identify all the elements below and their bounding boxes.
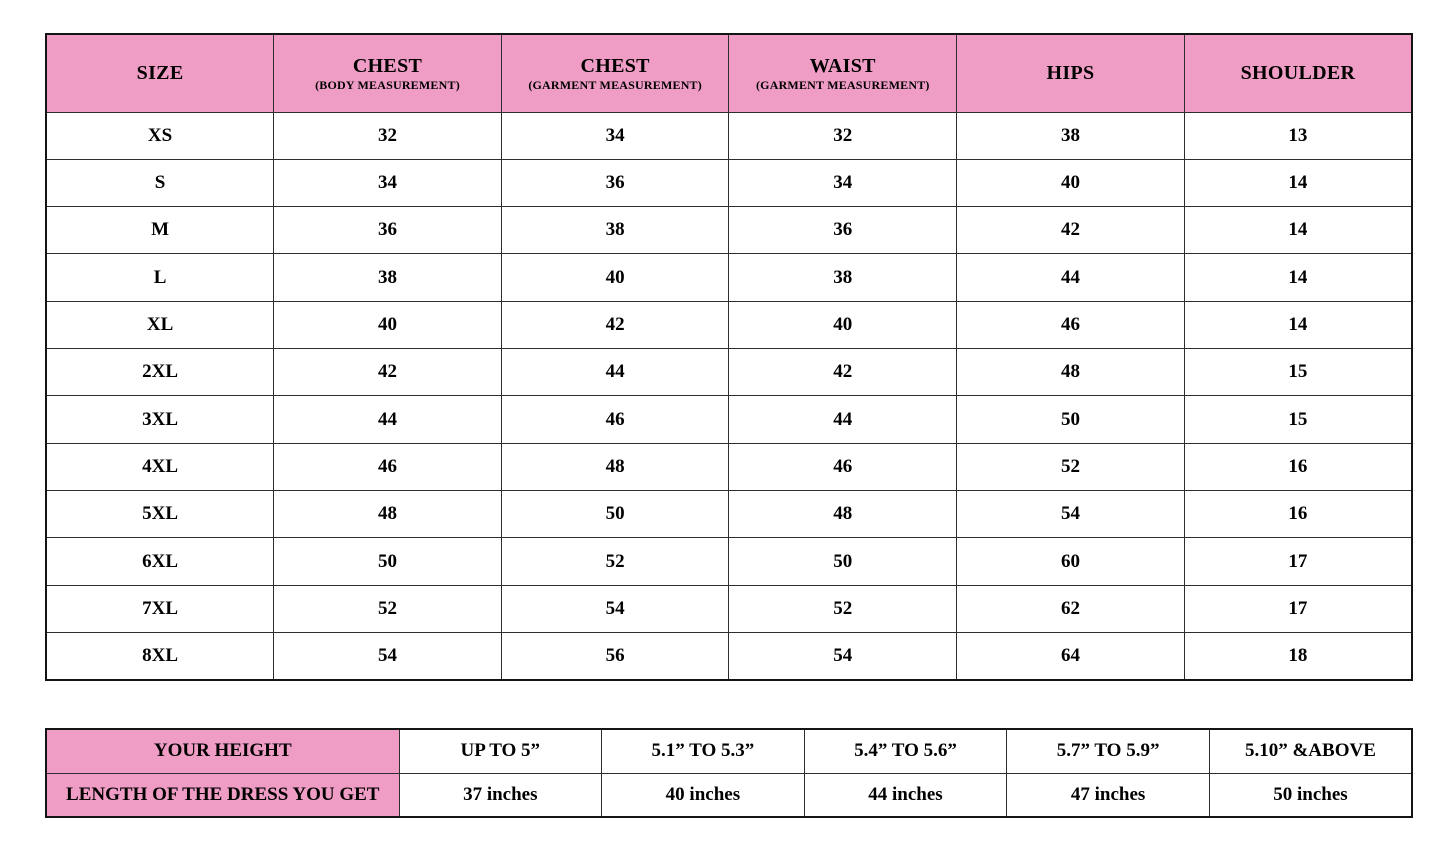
measurement-value-cell: 44: [957, 254, 1185, 301]
col-header-subtitle: (GARMENT MEASUREMENT): [528, 77, 702, 92]
measurement-value-cell: 38: [729, 254, 957, 301]
measurement-value-cell: 50: [274, 538, 502, 585]
height-table-body: [46, 729, 1412, 817]
measurement-value-cell: 46: [501, 396, 729, 443]
col-header-waist-garment: [729, 34, 957, 112]
dress-length-row-label: LENGTH OF THE DRESS YOU GET: [46, 773, 399, 817]
measurement-value-cell: 17: [1184, 585, 1412, 632]
dress-length-cell: 37 inches: [399, 773, 602, 817]
measurement-value-cell: 64: [957, 633, 1185, 680]
size-label-cell: S: [46, 159, 274, 206]
measurement-value-cell: 46: [729, 443, 957, 490]
col-header-subtitle: (BODY MEASUREMENT): [315, 77, 460, 92]
measurement-value-cell: 15: [1184, 349, 1412, 396]
measurement-value-cell: 40: [501, 254, 729, 301]
col-header-size: [46, 34, 274, 112]
height-range-cell: UP TO 5”: [399, 729, 602, 773]
measurement-value-cell: 52: [274, 585, 502, 632]
measurement-value-cell: 18: [1184, 633, 1412, 680]
size-label-cell: 5XL: [46, 491, 274, 538]
header-row: [46, 34, 1412, 112]
size-table-body: [46, 112, 1412, 680]
measurement-value-cell: 16: [1184, 443, 1412, 490]
col-header-title: WAIST: [809, 54, 876, 77]
measurement-value-cell: 40: [274, 301, 502, 348]
table-row-s: [46, 159, 1412, 206]
measurement-value-cell: 48: [274, 491, 502, 538]
measurement-value-cell: 52: [729, 585, 957, 632]
size-label-cell: XL: [46, 301, 274, 348]
measurement-value-cell: 42: [729, 349, 957, 396]
measurement-value-cell: 38: [501, 207, 729, 254]
height-range-cell: 5.7” TO 5.9”: [1007, 729, 1210, 773]
measurement-value-cell: 44: [501, 349, 729, 396]
size-label-cell: 2XL: [46, 349, 274, 396]
size-label-cell: XS: [46, 112, 274, 159]
table-row-3xl: [46, 396, 1412, 443]
measurement-value-cell: 42: [957, 207, 1185, 254]
col-header-shoulder: [1184, 34, 1412, 112]
dress-length-cell: 40 inches: [602, 773, 805, 817]
measurement-value-cell: 46: [957, 301, 1185, 348]
measurement-value-cell: 36: [501, 159, 729, 206]
measurement-value-cell: 44: [274, 396, 502, 443]
table-row-4xl: [46, 443, 1412, 490]
measurement-value-cell: 50: [501, 491, 729, 538]
dress-length-cell: 47 inches: [1007, 773, 1210, 817]
measurement-value-cell: 40: [729, 301, 957, 348]
col-header-title: CHEST: [352, 54, 423, 77]
measurement-value-cell: 15: [1184, 396, 1412, 443]
measurement-value-cell: 38: [274, 254, 502, 301]
measurement-value-cell: 13: [1184, 112, 1412, 159]
col-header-title: SIZE: [136, 61, 184, 84]
table-row-5xl: [46, 491, 1412, 538]
measurement-value-cell: 60: [957, 538, 1185, 585]
measurement-value-cell: 34: [501, 112, 729, 159]
measurement-value-cell: 50: [957, 396, 1185, 443]
table-row-xs: [46, 112, 1412, 159]
measurement-value-cell: 56: [501, 633, 729, 680]
dress-length-cell: 50 inches: [1209, 773, 1412, 817]
measurement-value-cell: 42: [274, 349, 502, 396]
measurement-value-cell: 34: [729, 159, 957, 206]
table-row-7xl: [46, 585, 1412, 632]
measurement-value-cell: 54: [957, 491, 1185, 538]
measurement-value-cell: 50: [729, 538, 957, 585]
measurement-value-cell: 44: [729, 396, 957, 443]
measurement-value-cell: 14: [1184, 207, 1412, 254]
size-table-header: [46, 34, 1412, 112]
table-row-m: [46, 207, 1412, 254]
height-dress-length-table: [45, 728, 1413, 818]
measurement-value-cell: 42: [501, 301, 729, 348]
table-row-xl: [46, 301, 1412, 348]
measurement-value-cell: 36: [729, 207, 957, 254]
col-header-subtitle: (GARMENT MEASUREMENT): [755, 77, 930, 92]
table-row-l: [46, 254, 1412, 301]
measurement-value-cell: 38: [957, 112, 1185, 159]
measurement-value-cell: 36: [274, 207, 502, 254]
measurement-value-cell: 52: [501, 538, 729, 585]
col-header-hips: [957, 34, 1185, 112]
col-header-title: HIPS: [1046, 61, 1095, 84]
size-label-cell: 3XL: [46, 396, 274, 443]
measurement-value-cell: 16: [1184, 491, 1412, 538]
measurement-value-cell: 14: [1184, 159, 1412, 206]
col-header-chest-body: [274, 34, 502, 112]
col-header-title: CHEST: [580, 54, 650, 77]
dress-length-row: [46, 773, 1412, 817]
measurement-value-cell: 52: [957, 443, 1185, 490]
size-label-cell: L: [46, 254, 274, 301]
col-header-title: SHOULDER: [1240, 61, 1356, 84]
table-row-6xl: [46, 538, 1412, 585]
measurement-value-cell: 54: [729, 633, 957, 680]
measurement-value-cell: 14: [1184, 254, 1412, 301]
col-header-chest-garment: [501, 34, 729, 112]
size-label-cell: 4XL: [46, 443, 274, 490]
height-row: [46, 729, 1412, 773]
measurement-value-cell: 48: [501, 443, 729, 490]
dress-length-cell: 44 inches: [804, 773, 1007, 817]
height-range-cell: 5.4” TO 5.6”: [804, 729, 1007, 773]
measurement-value-cell: 54: [501, 585, 729, 632]
size-label-cell: M: [46, 207, 274, 254]
table-row-8xl: [46, 633, 1412, 680]
measurement-value-cell: 54: [274, 633, 502, 680]
measurement-value-cell: 48: [957, 349, 1185, 396]
size-label-cell: 7XL: [46, 585, 274, 632]
size-label-cell: 8XL: [46, 633, 274, 680]
table-row-2xl: [46, 349, 1412, 396]
measurement-value-cell: 46: [274, 443, 502, 490]
measurement-value-cell: 14: [1184, 301, 1412, 348]
measurement-value-cell: 62: [957, 585, 1185, 632]
measurement-value-cell: 48: [729, 491, 957, 538]
measurement-value-cell: 17: [1184, 538, 1412, 585]
measurement-value-cell: 40: [957, 159, 1185, 206]
size-measurement-table: [45, 33, 1413, 681]
height-range-cell: 5.10” &ABOVE: [1209, 729, 1412, 773]
measurement-value-cell: 34: [274, 159, 502, 206]
measurement-value-cell: 32: [729, 112, 957, 159]
height-range-cell: 5.1” TO 5.3”: [602, 729, 805, 773]
size-label-cell: 6XL: [46, 538, 274, 585]
measurement-value-cell: 32: [274, 112, 502, 159]
height-row-label: YOUR HEIGHT: [46, 729, 399, 773]
